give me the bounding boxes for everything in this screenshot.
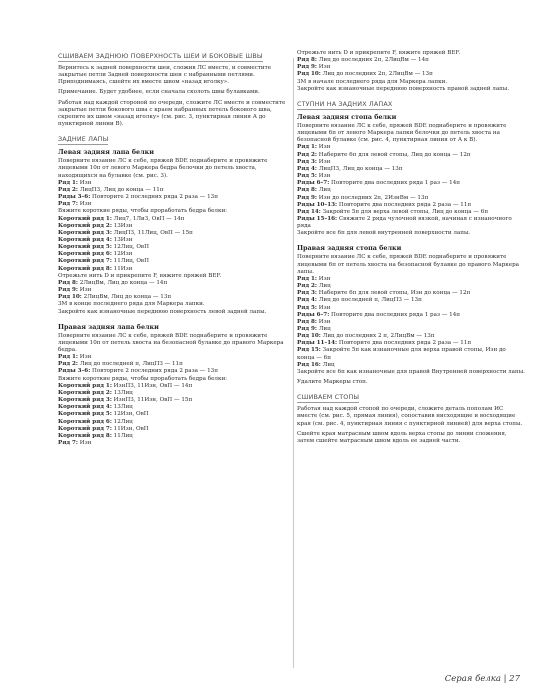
left-column (58, 50, 294, 447)
row-text: Изн (316, 173, 331, 180)
row-text: 13Изн (111, 222, 133, 229)
row-label: Ряд 9: (297, 64, 317, 71)
column-divider (293, 58, 294, 668)
row-label: Короткий ряд 7: (58, 425, 112, 432)
row-label: Ряд 9: (297, 326, 317, 332)
row-label: Короткий ряд 2: (58, 222, 112, 229)
row-label: Ряд 4: (297, 165, 317, 172)
instruction-row (297, 144, 525, 151)
row-text: ЛицПЗ, 11Лиц, ОвП — 15п (111, 229, 193, 236)
paragraph: Вяжите короткие ряды, чтобы проработать бедра белки: (58, 375, 228, 382)
page-footer: Серая белка | 27 (444, 674, 520, 684)
row-label: Ряд 2: (58, 186, 78, 193)
instruction-row (58, 266, 294, 273)
instruction-row (297, 64, 525, 71)
row-text: Повторите два последних ряда 1 раз — 14п (329, 311, 461, 318)
instruction-row (297, 347, 525, 361)
instruction-row (297, 362, 525, 369)
paragraph: Вяжите короткие ряды, чтобы проработать бедра белки: (58, 208, 228, 215)
row-text: Повторите два последних ряда 1 раз — 14п (329, 180, 461, 187)
row-text: Изн (316, 304, 331, 311)
row-label: Ряд 3: (297, 158, 317, 165)
instruction-row (297, 57, 525, 64)
subheading-left-foot: Левая задняя стопа белки (297, 112, 397, 121)
instruction-row (58, 354, 294, 361)
paragraph: 3М в начале последнего ряда для Маркера лапки. (297, 78, 448, 85)
row-label: Ряд 3: (297, 290, 317, 297)
row-label: Короткий ряд 5: (58, 411, 112, 418)
instruction-row (297, 290, 525, 297)
row-label: Короткий ряд 4: (58, 404, 112, 411)
instruction-row (58, 216, 294, 223)
row-list (297, 276, 525, 369)
row-label: Ряд 10: (297, 333, 321, 340)
subheading-right-foot: Правая задняя стопа белки (297, 244, 402, 253)
row-label: Ряд 2: (58, 361, 78, 368)
instruction-row (297, 195, 525, 202)
row-label: Ряд 8: (58, 279, 78, 286)
row-label: Ряд 1: (58, 354, 78, 361)
row-text: Лиц (316, 187, 331, 194)
paragraph: Отрежьте нить D и прикрепите F, вяжите пряжей BEF. (297, 50, 461, 56)
instruction-row (297, 152, 525, 159)
row-text: Изн (316, 318, 331, 325)
row-label: Короткий ряд 4: (58, 236, 112, 243)
row-text: Изн (77, 354, 92, 361)
row-label: Ряды 10–13: (297, 201, 338, 208)
instruction-row (297, 297, 525, 304)
row-text: Свяжите 2 ряда чулочной вязкой, начиная с изнаночного ряда (297, 215, 512, 230)
instruction-row (297, 71, 525, 78)
row-label: Короткий ряд 7: (58, 258, 112, 265)
row-text: Повторите два последних ряда 2 раза — 11п (337, 201, 472, 208)
paragraph: Поверните вязание ЛС к себе, пряжей BDE поднаберите и провяжите лицевыми 10п от левого Маркера бедра белочки до петель хвоста, находящихся на булавке (см. рис. 3). (58, 158, 268, 179)
paragraph: Работая над каждой стопой по очереди, сложите деталь пополам ИС вместе (см. рис. 5, прямая линия), сопоставив нисходящие и восходящие края (см. рис. 4, пунктирная линия с пунктирной линией) для верха стопы. (297, 406, 523, 427)
row-text: Наберите 6п для левой стопы, Изн до конца — 12п (316, 290, 471, 297)
row-list (58, 216, 294, 273)
row-list (58, 354, 294, 375)
instruction-row (297, 173, 525, 180)
instruction-row (58, 433, 294, 440)
row-label: Ряд 5: (297, 173, 317, 180)
instruction-row (297, 326, 525, 333)
row-label: Короткий ряд 3: (58, 229, 112, 236)
paragraph: Удалите Маркеры стоп. (297, 379, 368, 386)
row-text: 12Лиц, ОвП (111, 244, 149, 251)
note-paragraph: Примечание. Будет удобнее, если сначала сколоть швы булавками. (58, 89, 260, 96)
row-label: Короткий ряд 6: (58, 251, 112, 258)
instruction-row (58, 368, 294, 375)
row-label: Ряды 11–14: (297, 340, 338, 347)
right-column (297, 50, 525, 445)
instruction-row (58, 180, 294, 187)
row-label: Ряды 3–6: (58, 368, 91, 375)
instruction-row (58, 361, 294, 368)
row-text: Наберите 6п для левой стопы, Лиц до конца — 12п (316, 151, 471, 158)
subheading-right-back-paw: Правая задняя лапа белки (58, 322, 159, 331)
paragraph: Закройте как изнаночные переднюю поверхность левой задней лапы. (58, 308, 267, 315)
paragraph: Закройте как изнаночные переднюю поверхность правой задней лапы. (297, 85, 510, 92)
row-text: Лиц до последней п, ЛицПЗ — 11п (77, 361, 183, 368)
paragraph: Сшейте края матрасным швом вдоль верха стопы до линии сложения, затем сшейте матрасным швом вдоль ее задней части. (297, 430, 507, 444)
row-label: Короткий ряд 6: (58, 418, 112, 425)
row-label: Ряд 8: (297, 57, 317, 64)
row-label: Короткий ряд 1: (58, 215, 112, 222)
row-text: 2ЛицВм, Лиц до конца — 14п (77, 279, 168, 286)
row-text: Изн (316, 275, 331, 282)
row-text: Повторите 2 последних ряда 2 раза — 13п (90, 194, 218, 201)
row-text: Изн до последних 2п, 2ИзнВм — 13п (316, 194, 429, 201)
row-text: 12Лиц (111, 418, 133, 425)
row-text: 13Лиц (111, 404, 133, 411)
row-text: 13Изн (111, 236, 133, 243)
row-text: 11Лиц, ОвП (111, 258, 149, 265)
row-label: Ряд 15: (297, 347, 321, 354)
instruction-row (297, 187, 525, 194)
instruction-row (58, 280, 294, 287)
paragraph: Вернитесь к задней поверхности шеи, сложив ЛС вместе, и совместите закрытые петли Задней поверхности шеи с набранными петлями. Приподнимаясь, сшейте их вместе швом «назад иголку». (58, 65, 272, 86)
row-text: Лиц до последних 2п, 2ЛицВм — 13п (320, 71, 433, 78)
instruction-row (58, 194, 294, 201)
row-label: Ряд 1: (58, 179, 78, 186)
row-text: Изн (316, 64, 331, 71)
instruction-row (297, 209, 525, 216)
instruction-row (58, 426, 294, 433)
row-text: 11Изн, ОвП (111, 425, 149, 432)
row-label: Ряд 1: (297, 275, 317, 282)
row-text: 13Лиц (111, 389, 133, 396)
paragraph: Закройте все 6п как изнаночные для правой Внутренней поверхности лапы. (297, 368, 525, 375)
row-text: ИзнПЗ, 11Изн, ОвП — 14п (111, 382, 193, 389)
row-label: Ряды 6–7: (297, 180, 330, 187)
row-label: Ряд 5: (297, 304, 317, 311)
row-label: Ряд 1: (297, 144, 317, 151)
paragraph: Поверните вязание ЛС к себе, пряжей BDE поднаберите и провяжите лицевыми 10п от петель хвоста на безопасной булавке до правого Маркера бедра. (58, 332, 284, 353)
row-list (58, 383, 294, 447)
row-text: Закройте 5п как изнаночные для верха правой стопы, Изн до конца — 6п (297, 347, 506, 361)
row-label: Ряд 7: (58, 440, 78, 447)
row-label: Короткий ряд 8: (58, 432, 112, 439)
row-label: Ряд 14: (297, 208, 321, 215)
row-text: ИзнПЗ, 11Изн, ОвП — 15п (111, 397, 193, 404)
row-label: Ряд 2: (297, 151, 317, 158)
instruction-row (297, 202, 525, 209)
row-text: Изн (316, 144, 331, 151)
row-label: Короткий ряд 1: (58, 382, 112, 389)
row-label: Ряд 8: (297, 187, 317, 194)
row-list (58, 180, 294, 209)
row-text: Изн (77, 201, 92, 208)
row-text: Лиц до последних 2п, 2ЛицВм — 14п (316, 57, 429, 64)
paragraph: Работая над каждой стороной по очереди, сложите ЛС вместе и совместите закрытые петли бокового шва с краем набранных петель бокового шва, скрепите их швом «назад иголку» (см. рис. 3, пунктирная линия А до пунктирной линии В). (58, 99, 286, 128)
row-label: Ряды 15–16: (297, 215, 338, 222)
instruction-row (58, 223, 294, 230)
instruction-row (297, 312, 525, 319)
row-text: Лиц (320, 361, 335, 368)
row-text: Лиц до последней п, ЛицПЗ — 13п (316, 297, 422, 304)
row-label: Ряд 9: (58, 287, 78, 294)
row-label: Ряды 6–7: (297, 311, 330, 318)
section-heading-sew-feet: СШИВАЕМ СТОПЫ (297, 393, 360, 402)
instruction-row (297, 180, 525, 187)
row-label: Ряд 2: (297, 283, 317, 290)
row-label: Ряд 16: (297, 361, 321, 368)
instruction-row (58, 419, 294, 426)
instruction-row (297, 159, 525, 166)
row-text: 12Изн, ОвП (111, 411, 149, 418)
row-label: Короткий ряд 8: (58, 265, 112, 272)
instruction-row (58, 187, 294, 194)
instruction-row (297, 305, 525, 312)
row-label: Короткий ряд 5: (58, 244, 112, 251)
instruction-row (58, 230, 294, 237)
row-text: Изн (77, 440, 92, 447)
row-text: 11Лиц (111, 432, 133, 439)
section-heading-back-seams: СШИВАЕМ ЗАДНЮЮ ПОВЕРХНОСТЬ ШЕИ И БОКОВЫЕ ШВЫ (58, 52, 263, 60)
row-list (58, 280, 294, 301)
row-text: Лиц (316, 326, 331, 332)
section-heading-back-paws: ЗАДНИЕ ЛАПЫ (58, 135, 109, 144)
row-label: Ряд 10: (58, 294, 82, 301)
row-label: Ряд 8: (297, 318, 317, 325)
row-list (297, 57, 525, 78)
instruction-row (58, 258, 294, 265)
row-label: Ряд 9: (297, 194, 317, 201)
paragraph: Закройте все 6п для левой внутренней поверхности лапы. (297, 230, 471, 237)
row-label: Ряды 3–6: (58, 194, 91, 201)
instruction-row (58, 440, 294, 447)
section-heading-feet: СТУПНИ НА ЗАДНИХ ЛАПАХ (297, 99, 393, 108)
row-text: Изн (77, 287, 92, 294)
row-label: Короткий ряд 3: (58, 397, 112, 404)
row-text: ЛицПЗ, Лиц до конца — 13п (316, 165, 403, 172)
row-text: 2ЛицВм, Лиц до конца — 13п (81, 294, 172, 301)
paragraph: Поверните вязание ЛС к себе, пряжей BDE поднаберите и провяжите лицевыми 6п от петель хвоста на безопасной булавке до правого Маркера лапы. (297, 254, 519, 275)
row-label: Ряд 7: (58, 201, 78, 208)
row-text: Лиц7, 1ЛиЗ, ОвП — 14п (111, 215, 185, 222)
instruction-row (297, 166, 525, 173)
instruction-row (297, 319, 525, 326)
row-text: Лиц (316, 283, 331, 290)
row-text: Лиц до последних 2 п, 2ЛицВм — 13п (320, 333, 435, 340)
row-text: 11Изн (111, 265, 133, 272)
instruction-row (297, 276, 525, 283)
instruction-row (58, 411, 294, 418)
paragraph: Поверните вязание ЛС к себе, пряжей BDE поднаберите и провяжите лицевыми 6п от левого Маркера лапки белочки до петель хвоста на безопасной булавке (см. рис. 4, пунктирная линия от А к В). (297, 122, 507, 144)
row-text: Изн (77, 179, 92, 186)
row-text: Повторите 2 последних ряда 2 раза — 13п (90, 368, 218, 375)
paragraph: Отрежьте нить D и прикрепите F, вяжите пряжей BEF. (58, 272, 222, 279)
subheading-left-back-paw: Левая задняя лапа белки (58, 148, 154, 157)
instruction-row (297, 216, 525, 230)
instruction-row (297, 333, 525, 340)
row-label: Ряд 4: (297, 297, 317, 304)
paragraph: 3М в конце последнего ряда для Маркера лапки. (58, 301, 205, 308)
row-text: Изн (316, 158, 331, 165)
row-text: 12Изн (111, 251, 133, 258)
instruction-row (58, 287, 294, 294)
instruction-row (58, 383, 294, 390)
row-text: Закройте 5п для верха левой стопы, Лиц до конца — 6п (320, 208, 489, 215)
row-list (297, 144, 525, 230)
row-label: Ряд 10: (297, 71, 321, 78)
row-text: ЛицПЗ, Лиц до конца — 11п (77, 186, 164, 193)
instruction-row (58, 294, 294, 301)
row-text: Повторите два последних ряда 2 раза — 11п (337, 340, 472, 347)
instruction-row (297, 340, 525, 347)
row-label: Короткий ряд 2: (58, 389, 112, 396)
